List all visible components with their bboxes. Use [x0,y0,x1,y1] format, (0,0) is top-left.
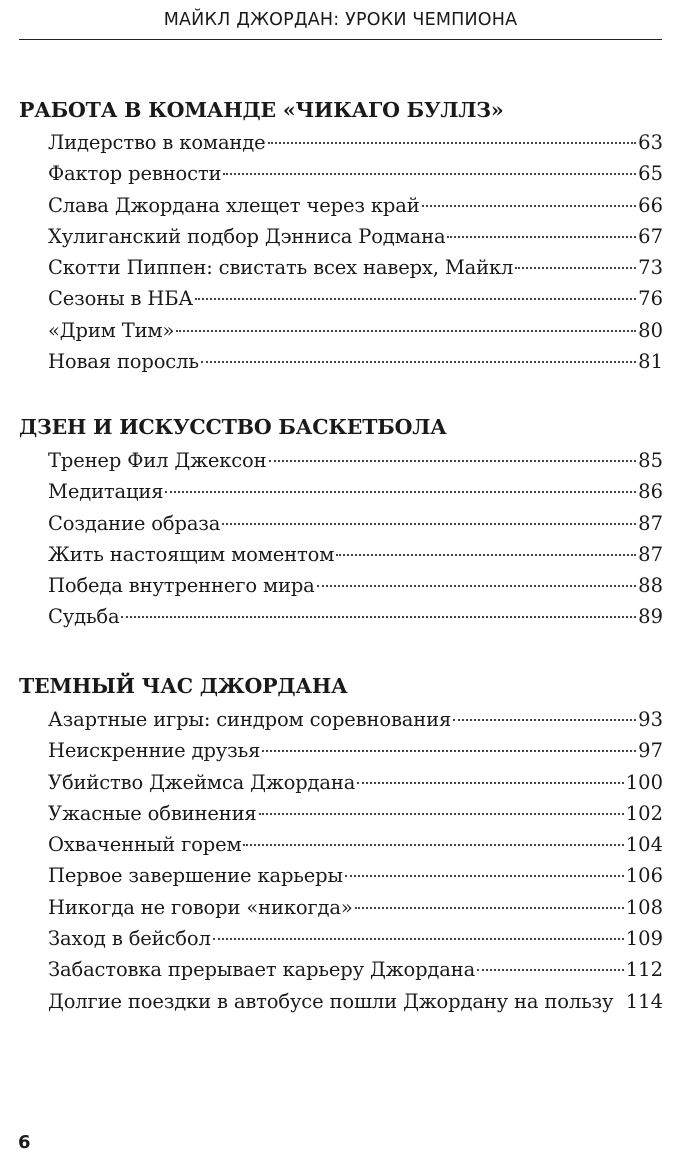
entry-title: Никогда не говори «никогда» [48,895,353,919]
dot-leader [222,523,636,525]
entry-title: Азартные игры: синдром соревнования [48,708,452,731]
entry-page-number: 88 [638,574,663,598]
dot-leader [453,719,636,721]
entry-page-number: 114 [625,989,663,1013]
toc-entry [48,829,663,860]
toc-entry [48,735,663,766]
toc-list [48,127,663,377]
toc-entry [48,860,663,891]
entry-title: Охваченный горем [48,833,242,857]
toc-entry [48,892,663,923]
entry-page-number: 97 [638,739,663,763]
entry-page-number: 100 [625,770,663,794]
toc-entry [48,508,663,539]
entry-page-number: 104 [625,833,663,857]
toc-entry [48,704,663,735]
dot-leader [345,875,624,877]
toc-entry [48,954,663,985]
toc-entry [48,315,663,346]
toc-entry [48,798,663,829]
entry-title: Слава Джордана хлещет через край [48,193,420,217]
entry-title: Ужасные обвинения [48,801,257,825]
dot-leader [268,142,637,144]
entry-page-number: 89 [638,605,663,629]
toc-entry [48,221,663,252]
running-head: МАЙКЛ ДЖОРДАН: УРОКИ ЧЕМПИОНА [163,10,518,30]
entry-page-number: 85 [638,449,663,472]
entry-page-number: 87 [638,511,663,535]
toc-entry [48,570,663,601]
entry-page-number: 81 [638,350,663,374]
entry-title: Победа внутреннего мира [48,574,315,598]
entry-title: Первое завершение карьеры [48,864,343,888]
toc-entry [48,283,663,314]
dot-leader [262,750,636,752]
toc-list [48,704,663,1017]
dot-leader [357,782,624,784]
entry-page-number: 80 [638,318,663,342]
dot-leader [243,844,623,846]
entry-title: Медитация [48,480,164,504]
entry-page-number: 93 [638,708,663,731]
dot-leader [615,1001,623,1003]
entry-title: Хулиганский подбор Дэнниса Родмана [48,224,446,248]
dot-leader [422,205,637,207]
entry-title: Создание образа [48,511,221,535]
section-title: ТЕМНЫЙ ЧАС ДЖОРДАНА [19,674,348,698]
dot-leader [195,298,636,300]
entry-title: Фактор ревности [48,162,222,186]
entry-title: Долгие поездки в автобусе пошли Джордану на пользу [48,989,614,1013]
dot-leader [355,907,624,909]
entry-title: Неискренние друзья [48,739,261,763]
dot-leader [317,585,637,587]
entry-title: Новая поросль [48,350,199,374]
toc-entry [48,986,663,1017]
dot-leader [201,361,636,363]
entry-page-number: 86 [638,480,663,504]
entry-page-number: 106 [625,864,663,888]
section-title: ДЗЕН И ИСКУССТВО БАСКЕТБОЛА [19,415,447,439]
toc-entry [48,445,663,476]
toc-entry [48,158,663,189]
entry-title: Скотти Пиппен: свистать всех наверх, Майкл [48,256,514,280]
toc-entry [48,601,663,632]
dot-leader [515,267,636,269]
entry-title: Забастовка прерывает карьеру Джордана [48,958,476,982]
section-title: РАБОТА В КОМАНДЕ «ЧИКАГО БУЛЛЗ» [19,98,504,122]
dot-leader [121,616,636,618]
entry-page-number: 112 [625,958,663,982]
entry-page-number: 73 [638,256,663,280]
toc-entry [48,127,663,158]
dot-leader [165,491,636,493]
entry-title: Жить настоящим моментом [48,542,335,566]
entry-page-number: 63 [638,131,663,154]
dot-leader [223,173,636,175]
entry-page-number: 102 [625,801,663,825]
toc-entry [48,923,663,954]
dot-leader [336,554,636,556]
entry-title: «Дрим Тим» [48,318,175,342]
entry-page-number: 109 [625,927,663,951]
dot-leader [477,969,624,971]
dot-leader [447,236,636,238]
entry-title: Судьба [48,605,120,629]
dot-leader [259,813,624,815]
dot-leader [269,460,637,462]
toc-entry [48,767,663,798]
entry-title: Заход в бейсбол [48,927,211,951]
entry-title: Тренер Фил Джексон [48,449,267,472]
running-head-rule [19,39,662,40]
entry-page-number: 87 [638,542,663,566]
toc-entry [48,476,663,507]
entry-title: Лидерство в команде [48,131,266,154]
entry-page-number: 66 [638,193,663,217]
toc-entry [48,190,663,221]
entry-page-number: 108 [625,895,663,919]
entry-title: Убийство Джеймса Джордана [48,770,356,794]
toc-list [48,445,663,633]
entry-title: Сезоны в НБА [48,287,194,311]
dot-leader [213,938,624,940]
page-number: 6 [18,1132,31,1153]
entry-page-number: 67 [638,224,663,248]
toc-entry [48,252,663,283]
toc-entry [48,539,663,570]
dot-leader [176,330,636,332]
entry-page-number: 76 [638,287,663,311]
entry-page-number: 65 [638,162,663,186]
toc-entry [48,346,663,377]
